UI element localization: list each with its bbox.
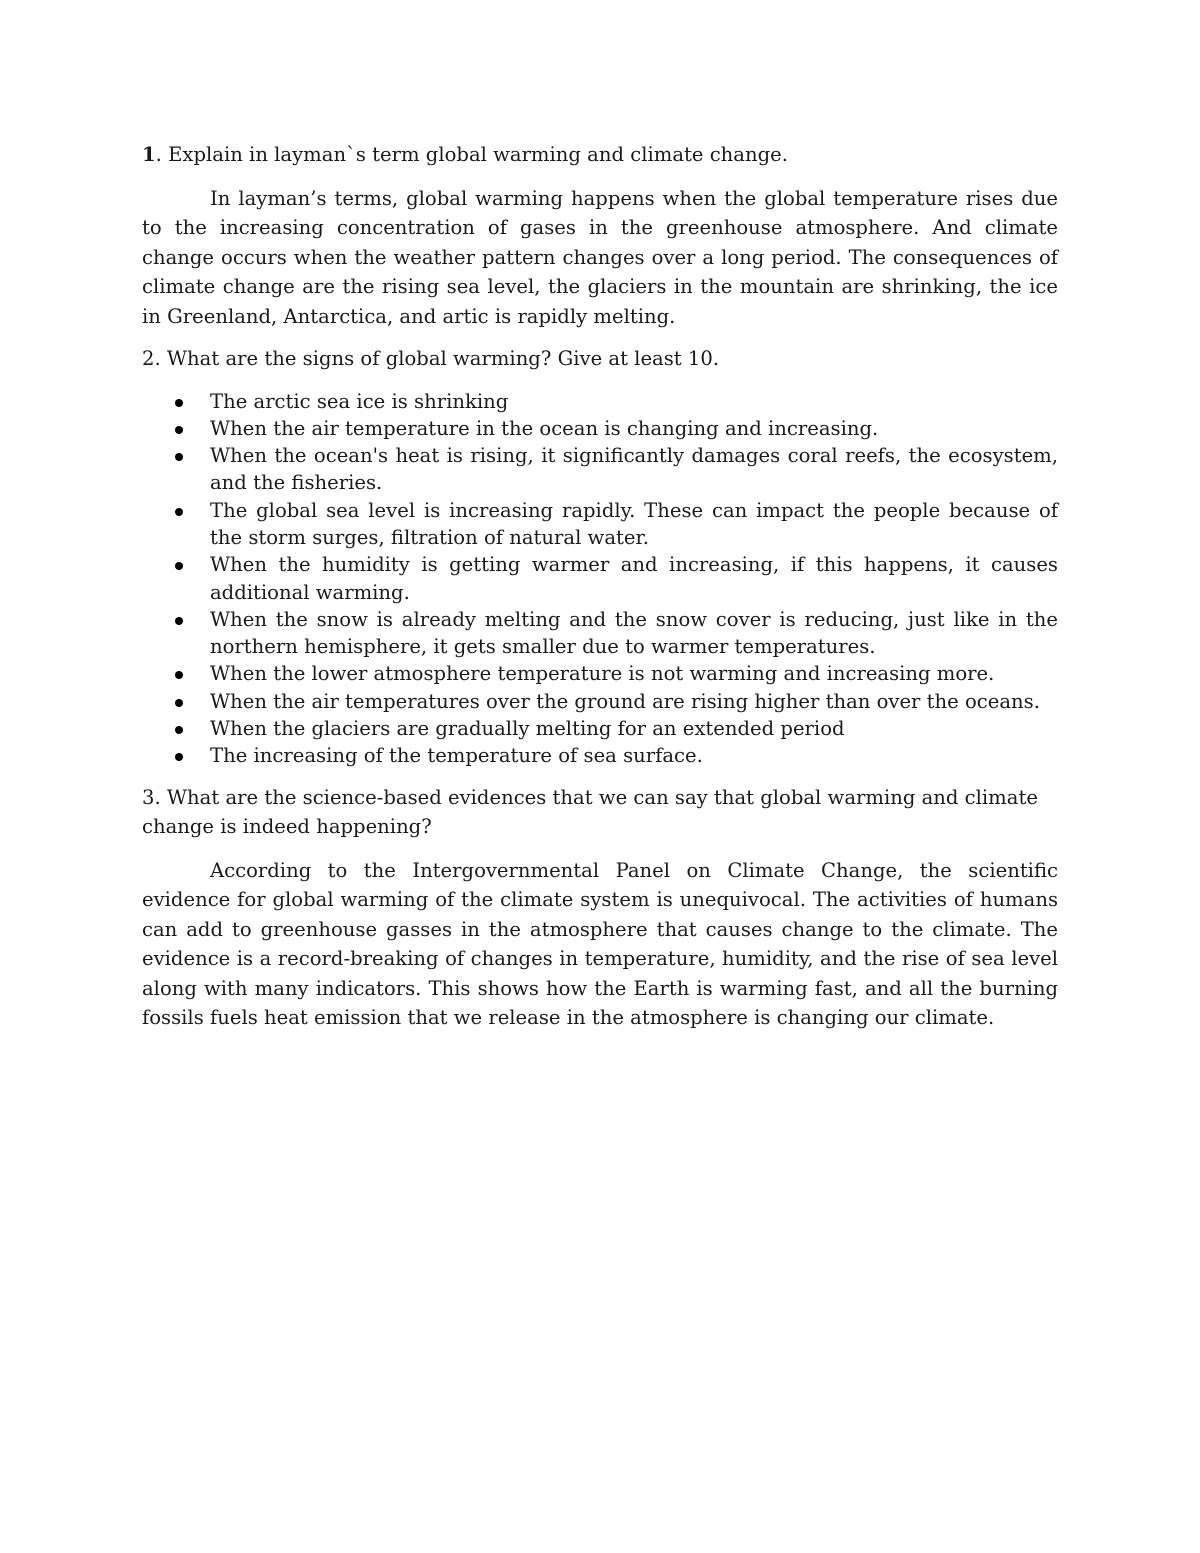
list-item-text: When the lower atmosphere temperature is not warming and increasing more. (210, 662, 995, 686)
list-item (142, 442, 1058, 497)
bullet-icon (175, 562, 183, 570)
bullet-icon (175, 617, 183, 625)
document-page (142, 140, 1058, 1046)
question-3: 3. What are the science-based evidences that we can say that global warming and climate change is indeed happening? (142, 785, 1038, 839)
question-2: 2. What are the signs of global warming? Give at least 10. (142, 347, 720, 370)
list-item (142, 715, 1058, 742)
list-item (142, 606, 1058, 661)
list-item-text: When the ocean's heat is rising, it significantly damages coral reefs, the ecosystem, and the fisheries. (210, 444, 1058, 495)
bullet-icon (175, 453, 183, 461)
bullet-icon (175, 699, 183, 707)
question-1 (142, 140, 1058, 170)
question-1-text: . Explain in layman`s term global warming and climate change. (155, 143, 788, 166)
question-1-number: 1 (142, 143, 156, 166)
bullet-icon (175, 399, 183, 407)
list-item-text: The arctic sea ice is shrinking (210, 389, 509, 413)
list-item (142, 742, 1058, 769)
bullet-icon (175, 426, 183, 434)
list-item (142, 388, 1058, 415)
list-item-text: When the air temperatures over the ground are rising higher than over the oceans. (210, 689, 1040, 713)
list-item-text: The global sea level is increasing rapidly. These can impact the people because of the storm surges, filtration of natural water. (210, 498, 1058, 549)
list-item (142, 415, 1058, 442)
bullet-icon (175, 508, 183, 516)
list-item-text: The increasing of the temperature of sea surface. (210, 744, 703, 768)
answer-1: In layman’s terms, global warming happens when the global temperature rises due to the increasing concentration of gases in the greenhouse atmosphere. And climate change occurs when the weather pattern changes over a long period. The consequences of climate change are the rising sea level, the glaciers in the mountain are shrinking, the ice in Greenland, Antarctica, and artic is rapidly melting. (142, 186, 1058, 328)
list-item-text: When the snow is already melting and the snow cover is reducing, just like in the northern hemisphere, it gets smaller due to warmer temperatures. (210, 607, 1058, 659)
list-item-text: When the air temperature in the ocean is changing and increasing. (210, 416, 879, 440)
list-item-text: When the glaciers are gradually melting for an extended period (210, 717, 845, 741)
answer-3: According to the Intergovernmental Panel on Climate Change, the scientific evidence for global warming of the climate system is unequivocal. The activities of humans can add to greenhouse gasses in the atmosphere that causes change to the climate. The evidence is a record-breaking of changes in temperature, humidity, and the rise of sea level along with many indicators. This shows how the Earth is warming fast, and all the burning fossils fuels heat emission that we release in the atmosphere is changing our climate. (142, 858, 1058, 1030)
list-item (142, 497, 1058, 552)
list-item (142, 688, 1058, 715)
list-item-text: When the humidity is getting warmer and increasing, if this happens, it causes additional warming. (210, 553, 1058, 604)
list-item (142, 660, 1058, 687)
bullet-icon (175, 726, 183, 734)
list-item (142, 551, 1058, 606)
signs-list (142, 388, 1058, 770)
bullet-icon (175, 671, 183, 679)
bullet-icon (175, 753, 183, 761)
